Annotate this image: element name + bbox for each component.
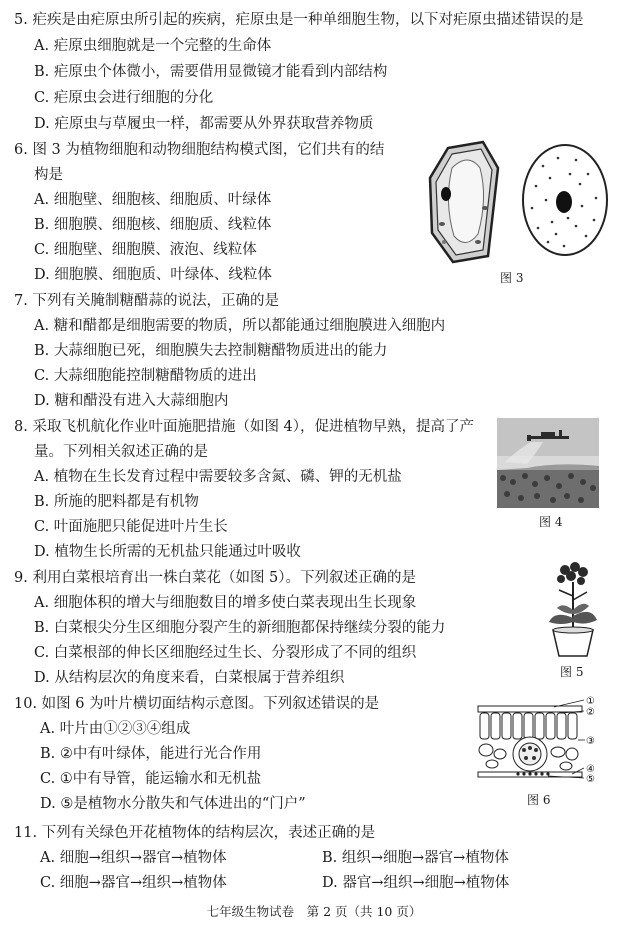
q7-option-c: C. 大蒜细胞能控制糖醋物质的进出 bbox=[34, 368, 257, 384]
q9-option-c: C. 白菜根部的伸长区细胞经过生长、分裂形成了不同的组织 bbox=[34, 645, 417, 661]
q6-option-a: A. 细胞壁、细胞核、细胞质、叶绿体 bbox=[34, 192, 272, 208]
q8-option-c: C. 叶面施肥只能促进叶片生长 bbox=[34, 519, 228, 535]
leaf-label-3: ③ bbox=[586, 736, 595, 747]
palisade-layer bbox=[480, 713, 577, 739]
q10-stem: 10. 如图 6 为叶片横切面结构示意图。下列叙述错误的是 bbox=[14, 696, 380, 712]
q7-option-a: A. 糖和醋都是细胞需要的物质，所以都能通过细胞膜进入细胞内 bbox=[34, 318, 446, 334]
leaf-label-2: ② bbox=[586, 707, 595, 718]
q7-stem: 7. 下列有关腌制糖醋蒜的说法，正确的是 bbox=[14, 293, 279, 309]
q7-option-d: D. 糖和醋没有进入大蒜细胞内 bbox=[34, 393, 229, 409]
flower-cluster bbox=[557, 562, 588, 585]
q11-stem: 11. 下列有关绿色开花植物体的结构层次，表述正确的是 bbox=[14, 825, 376, 841]
q5-option-b: B. 疟原虫个体微小，需要借用显微镜才能看到内部结构 bbox=[34, 64, 388, 80]
q10-option-d: D. ⑤是植物水分散失和气体进出的“门户” bbox=[40, 796, 306, 812]
q7-option-b: B. 大蒜细胞已死，细胞膜失去控制糖醋物质进出的能力 bbox=[34, 343, 388, 359]
q8-option-b: B. 所施的肥料都是有机物 bbox=[34, 494, 199, 510]
figure-5-caption: 图 5 bbox=[560, 665, 584, 679]
figure-3-cells bbox=[418, 138, 618, 266]
q6-option-c: C. 细胞壁、细胞膜、液泡、线粒体 bbox=[34, 242, 257, 258]
q8-option-a: A. 植物在生长发育过程中需要较多含氮、磷、钾的无机盐 bbox=[34, 469, 402, 485]
leaf-label-1: ① bbox=[586, 696, 595, 707]
animal-cell-illustration bbox=[523, 145, 607, 255]
vein-bundle bbox=[513, 737, 547, 771]
figure-3-caption: 图 3 bbox=[500, 271, 524, 285]
q11-option-b: B. 组织→细胞→器官→植物体 bbox=[322, 850, 509, 866]
q8-stem-line2: 量。下列相关叙述正确的是 bbox=[34, 444, 208, 460]
q10-option-a: A. 叶片由①②③④组成 bbox=[40, 721, 191, 737]
q5-stem: 5. 疟疾是由疟原虫所引起的疾病，疟原虫是一种单细胞生物，以下对疟原虫描述错误的是 bbox=[14, 12, 584, 28]
figure-4-caption: 图 4 bbox=[539, 515, 563, 529]
q5-option-a: A. 疟原虫细胞就是一个完整的生命体 bbox=[34, 38, 272, 54]
q10-option-b: B. ②中有叶绿体，能进行光合作用 bbox=[40, 746, 262, 762]
q5-option-d: D. 疟原虫与草履虫一样，都需要从外界获取营养物质 bbox=[34, 116, 374, 132]
q6-option-d: D. 细胞膜、细胞质、叶绿体、线粒体 bbox=[34, 267, 272, 283]
figure-4-crop-dusting-photo bbox=[497, 418, 599, 508]
figure-6-leaf-cross-section bbox=[472, 692, 604, 788]
q11-option-c: C. 细胞→器官→组织→植物体 bbox=[40, 875, 227, 891]
q6-stem-line1: 6. 图 3 为植物细胞和动物细胞结构模式图，它们共有的结 bbox=[14, 142, 385, 158]
q6-stem-line2: 构是 bbox=[34, 167, 63, 183]
leaf-label-4: ④ bbox=[586, 764, 595, 775]
q8-option-d: D. 植物生长所需的无机盐只能通过叶吸收 bbox=[34, 544, 301, 560]
leaf-label-5: ⑤ bbox=[586, 774, 595, 785]
figure-5-cabbage-flower bbox=[543, 560, 603, 660]
plant-cell-illustration bbox=[430, 142, 498, 262]
q9-option-a: A. 细胞体积的增大与细胞数目的增多使白菜表现出生长现象 bbox=[34, 595, 417, 611]
page-footer: 七年级生物试卷 第 2 页（共 10 页） bbox=[206, 904, 422, 919]
q9-option-d: D. 从结构层次的角度来看，白菜根属于营养组织 bbox=[34, 670, 345, 686]
q11-option-d: D. 器官→组织→细胞→植物体 bbox=[322, 875, 510, 891]
q6-option-b: B. 细胞膜、细胞核、细胞质、线粒体 bbox=[34, 217, 272, 233]
q9-option-b: B. 白菜根尖分生区细胞分裂产生的新细胞都保持继续分裂的能力 bbox=[34, 620, 446, 636]
q9-stem: 9. 利用白菜根培育出一株白菜花（如图 5）。下列叙述正确的是 bbox=[14, 570, 417, 586]
q10-option-c: C. ①中有导管，能运输水和无机盐 bbox=[40, 771, 262, 787]
q5-option-c: C. 疟原虫会进行细胞的分化 bbox=[34, 90, 214, 106]
q11-option-a: A. 细胞→组织→器官→植物体 bbox=[40, 850, 227, 866]
q8-stem-line1: 8. 采取飞机航化作业叶面施肥措施（如图 4），促进植物早熟，提高了产 bbox=[14, 419, 475, 435]
figure-6-caption: 图 6 bbox=[527, 793, 551, 807]
